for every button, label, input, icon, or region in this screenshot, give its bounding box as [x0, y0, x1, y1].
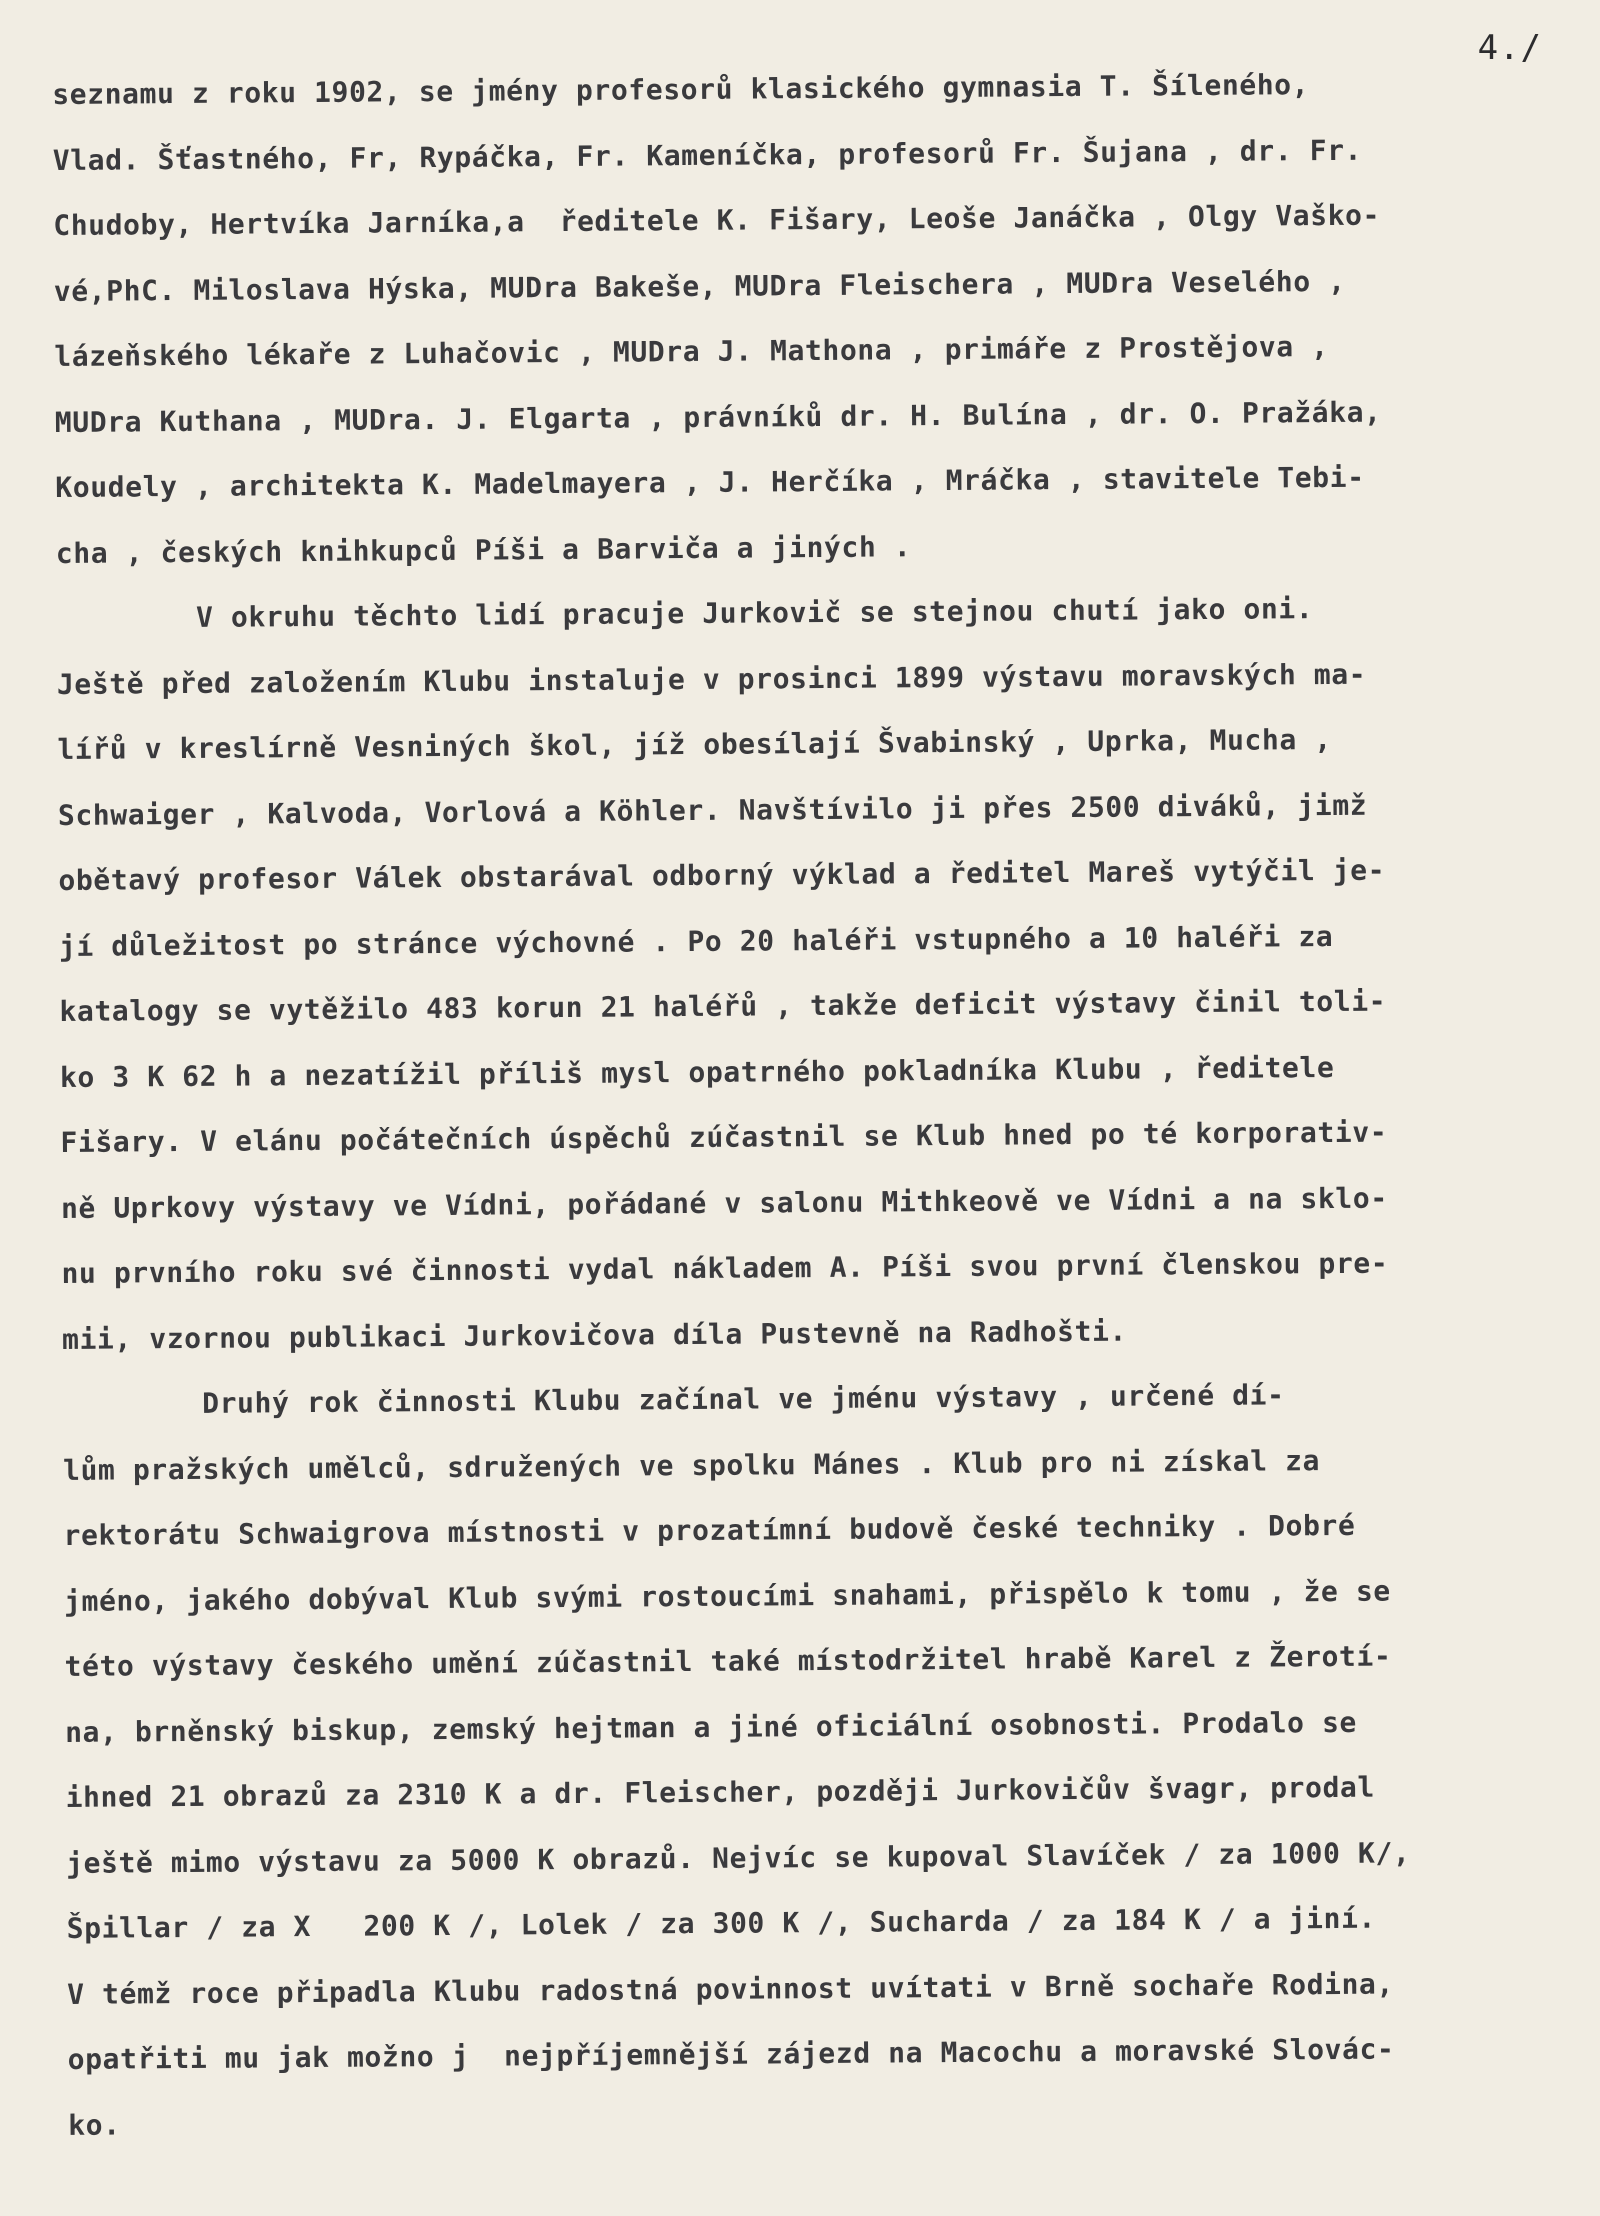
paragraph-start-line: Druhý rok činnosti Klubu začínal ve jménu výstavy , určené dí- — [62, 1378, 1285, 1421]
text-line: mii, vzornou publikaci Jurkovičova díla Pustevně na Radhošti. — [61, 1314, 1128, 1356]
text-line: na, brněnský biskup, zemský hejtman a jiné oficiální osobnosti. Prodalo se — [64, 1705, 1358, 1749]
text-line: V témž roce připadla Klubu radostná povinnost uvítati v Brně sochaře Rodina, — [67, 1967, 1395, 2011]
text-line: lázeňského lékaře z Luhačovic , MUDra J. Mathona , primáře z Prostějova , — [54, 329, 1329, 373]
text-line: Schwaiger , Kalvoda, Vorlová a Köhler. Navštívilo ji přes 2500 diváků, jimž — [57, 788, 1368, 832]
text-line: ko. — [68, 2108, 121, 2142]
text-line: vé,PhC. Miloslava Hýska, MUDra Bakeše, MUDra Fleischera , MUDra Veselého , — [53, 264, 1346, 308]
text-line: obětavý profesor Válek obstarával odborný výklad a ředitel Mareš vytýčil je- — [58, 853, 1386, 897]
text-line: cha , českých knihkupců Píši a Barviča a jiných . — [55, 529, 912, 570]
text-line: MUDra Kuthana , MUDra. J. Elgarta , právníků dr. H. Bulína , dr. O. Pražáka, — [54, 395, 1382, 439]
text-line: ko 3 K 62 h a nezatížil příliš mysl opatrného pokladníka Klubu , ředitele — [59, 1050, 1335, 1094]
text-line: Ještě před založením Klubu instaluje v prosinci 1899 výstavu moravských ma- — [56, 657, 1367, 701]
page-number: 4./ — [1477, 28, 1542, 68]
text-line: katalogy se vytěžilo 483 korun 21 haléřů , takže deficit výstavy činil toli- — [59, 984, 1387, 1028]
text-line: Chudoby, Hertvíka Jarníka,a ředitele K. Fišary, Leoše Janáčka , Olgy Vaško- — [53, 198, 1381, 242]
body-text — [52, 50, 1568, 2158]
text-line: opatřiti mu jak možno j nejpříjemnější zájezd na Macochu a moravské Slovác- — [67, 2032, 1395, 2076]
text-line: ještě mimo výstavu za 5000 K obrazů. Nejvíc se kupoval Slavíček / za 1000 K/, — [66, 1835, 1411, 1880]
text-line: ihned 21 obrazů za 2310 K a dr. Fleischer, později Jurkovičův švagr, prodal — [65, 1770, 1376, 1814]
text-line: lům pražských umělců, sdružených ve spolku Mánes . Klub pro ni získal za — [62, 1443, 1321, 1487]
text-line: seznamu z roku 1902, se jmény profesorů klasického gymnasia T. Šíleného, — [52, 68, 1310, 111]
text-line: Koudely , architekta K. Madelmayera , J. Herčíka , Mráčka , stavitele Tebi- — [55, 460, 1365, 504]
text-line: této výstavy českého umění zúčastnil také místodržitel hrabě Karel z Žerotí- — [64, 1639, 1392, 1683]
paragraph-start-line: V okruhu těchto lidí pracuje Jurkovič se stejnou chutí jako oni. — [56, 592, 1314, 635]
text-line: rektorátu Schwaigrova místnosti v prozatímní budově české techniky . Dobré — [63, 1508, 1356, 1552]
text-line: Fišary. V elánu počátečních úspěchů zúčastnil se Klub hned po té korporativ- — [60, 1115, 1388, 1159]
text-line: Vlad. Šťastného, Fr, Rypáčka, Fr. Kameníčka, profesorů Fr. Šujana , dr. Fr. — [52, 133, 1363, 177]
text-line: ně Uprkovy výstavy ve Vídni, pořádané v salonu Mithkeově ve Vídni a na sklo- — [60, 1181, 1388, 1225]
text-line: Špillar / za X 200 K /, Lolek / za 300 K /, Sucharda / za 184 K / a jiní. — [66, 1901, 1377, 1945]
text-line: jméno, jakého dobýval Klub svými rostoucími snahami, přispělo k tomu , že se — [63, 1574, 1391, 1618]
text-line: jí důležitost po stránce výchovné . Po 20 haléři vstupného a 10 haléři za — [58, 919, 1334, 963]
text-line: lířů v kreslírně Vesniných škol, jíž obesílají Švabinský , Uprka, Mucha , — [57, 722, 1332, 766]
text-line: nu prvního roku své činnosti vydal nákladem A. Píši svou první členskou pre- — [61, 1246, 1389, 1290]
